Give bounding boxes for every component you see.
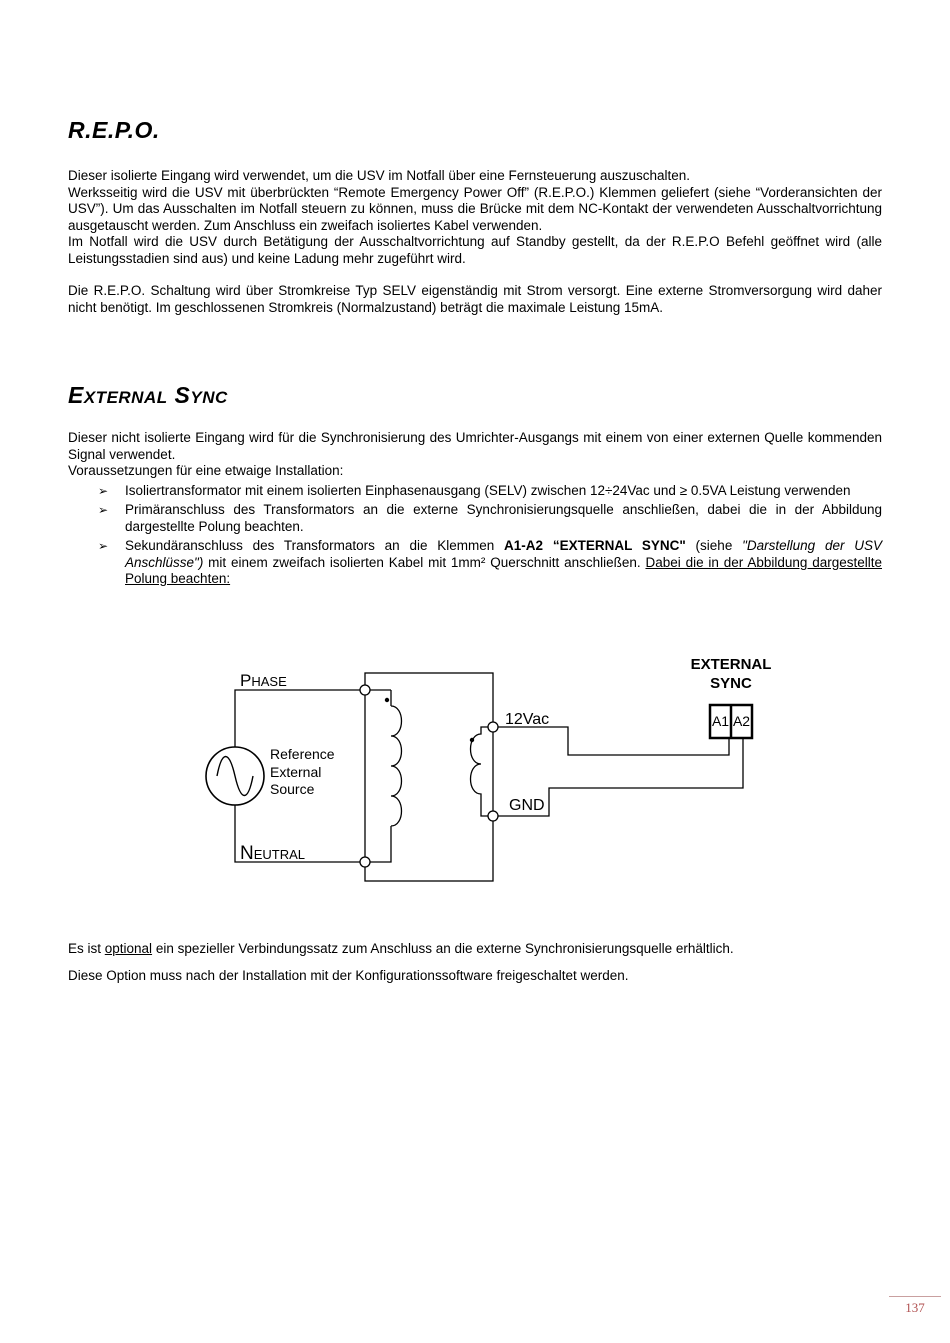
source-label-1: Reference [270,746,335,762]
source-label-3: Source [270,781,315,797]
sync-body [68,430,882,588]
arrow-bullet-icon: ➢ [98,539,109,553]
transformer-core [365,673,493,881]
terminal-phase [360,685,370,695]
arrow-bullet-icon: ➢ [98,503,109,517]
sync-paragraph-2: Voraussetzungen für eine etwaige Installation: [68,463,344,478]
activation-note: Diese Option muss nach der Installation mit der Konfigurationssoftware freigeschaltet werden. [68,967,629,983]
sync-paragraph-1: Dieser nicht isolierte Eingang wird für die Synchronisierung des Umrichter-Ausgangs mit einem von einer externen Quelle kommenden Signal verwendet. [68,430,882,462]
repo-paragraph-2: Werksseitig wird die USV mit überbrückten “Remote Emergency Power Off” (R.E.P.O.) Klemmen geliefert (siehe “Vorderansichten der USV”). Um das Ausschalten im Notfall steuern zu können, muss die Brücke mit dem NC-Kontakt der verwendeten Ausschaltvorrichtung ausgetauscht werden. Zum Anschluss ein zweifach isoliertes Kabel verwenden. [68,184,882,233]
terminal-neutral [360,857,370,867]
terminal-a1-label: A1 [711,713,730,729]
polarity-dot [470,738,474,742]
repo-paragraph-1: Dieser isolierte Eingang wird verwendet, um die USV im Notfall über eine Fernsteuerung auszuschalten. [68,168,691,183]
external-sync-wiring-diagram [195,648,795,898]
requirements-list [68,483,882,588]
phase-label: PHASE [240,671,287,690]
polarity-dot [385,698,389,702]
gnd-label: GND [509,797,545,814]
source-label-2: External [270,764,322,780]
external-sync-heading: EXTERNAL SYNC [68,382,228,408]
repo-heading: R.E.P.O. [68,117,160,143]
terminal-12vac [488,722,498,732]
optional-kit-note: Es ist optional ein spezieller Verbindungssatz zum Anschluss an die externe Synchronisierungsquelle erhältlich. [68,941,734,956]
list-item: ➢ Isoliertransformator mit einem isolierten Einphasenausgang (SELV) zwischen 12÷24Vac und ≥ 0.5VA Leistung verwenden [98,482,851,498]
repo-paragraph-3: Im Notfall wird die USV durch Betätigung der Ausschaltvorrichtung auf Standby gestellt, da der R.E.P.O Befehl geöffnet wird (alle Leistungsstadien sind aus) und keine Ladung mehr zugeführt wird. [68,234,882,266]
page-number: 137 [905,1300,925,1315]
terminal-a2-label: A2 [732,713,751,729]
external-sync-label-1: EXTERNAL [690,656,772,673]
bottom-notes [68,941,882,984]
neutral-label: NEUTRAL [240,843,306,864]
list-item: ➢ Primäranschluss des Transformators an die externe Synchronisierungsquelle anschließen, dabei die in der Abbildung dargestellte Polung beachten. [98,502,882,534]
external-sync-label-2: SYNC [710,675,752,692]
repo-paragraph-4: Die R.E.P.O. Schaltung wird über Stromkreise Typ SELV eigenständig mit Strom versorgt. Eine externe Stromversorgung wird daher nicht benötigt. Im geschlossenen Stromkreis (Normalzustand) beträgt die maximale Leistung 15mA. [68,283,882,315]
terminal-gnd [488,811,498,821]
repo-body [68,168,882,316]
12vac-label: 12Vac [505,711,550,728]
list-item: ➢ Sekundäranschluss des Transformators an die Klemmen A1-A2 “EXTERNAL SYNC" (siehe "Darstellung der USV Anschlüsse") mit einem zweifach isolierten Kabel mit 1mm² Querschnitt anschließen. Dabei die in der Abbildung dargestellte Polung beachten: [98,538,882,586]
arrow-bullet-icon: ➢ [98,483,109,498]
wire-12vac [493,727,729,755]
footer-rule [889,1296,941,1297]
primary-coil [365,690,402,862]
